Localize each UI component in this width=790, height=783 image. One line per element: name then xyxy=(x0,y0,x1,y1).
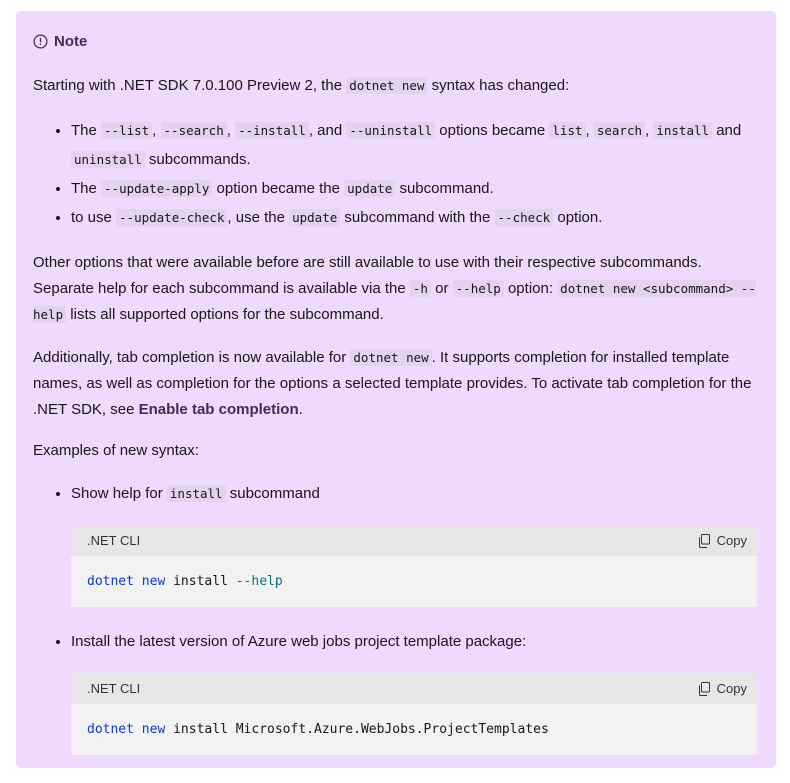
text: Show help for xyxy=(71,485,167,502)
text: The xyxy=(71,122,102,139)
code-keyword: dotnet xyxy=(87,722,134,737)
inline-code: list xyxy=(549,122,585,139)
text: . It supports completion for installed template names, as well as completion for the options a selected template provides. To activate tab completion for the .NET SDK, see xyxy=(33,349,752,418)
inline-code: --update-check xyxy=(116,209,227,226)
list-item xyxy=(71,479,759,607)
text: subcommand xyxy=(225,485,320,502)
code-option: --help xyxy=(235,574,283,589)
inline-code: search xyxy=(594,122,645,139)
inline-code: --update-apply xyxy=(101,180,212,197)
text: , xyxy=(226,122,236,139)
copy-icon xyxy=(698,682,711,696)
code-keyword: new xyxy=(141,722,166,737)
info-icon xyxy=(33,34,48,49)
code-block-header xyxy=(71,525,757,556)
enable-tab-completion-link[interactable]: Enable tab completion xyxy=(138,401,299,418)
code-block xyxy=(71,525,757,607)
text: options became xyxy=(435,122,550,139)
inline-code: install xyxy=(167,485,226,502)
text: , use the xyxy=(227,209,290,226)
note-callout xyxy=(16,11,776,768)
text: . xyxy=(298,401,303,418)
inline-code: dotnet new xyxy=(346,77,427,94)
text: option. xyxy=(553,209,603,226)
list-item xyxy=(71,627,759,755)
inline-code: --uninstall xyxy=(346,122,435,139)
text: or xyxy=(430,280,453,297)
inline-code: uninstall xyxy=(71,151,145,168)
text: subcommands. xyxy=(144,151,251,168)
list-item xyxy=(71,116,759,174)
copy-icon xyxy=(698,534,711,548)
inline-code: --install xyxy=(235,122,309,139)
inline-code: --search xyxy=(161,122,227,139)
inline-code: --list xyxy=(101,122,152,139)
inline-code: install xyxy=(653,122,712,139)
inline-code: -h xyxy=(410,280,431,297)
copy-label: Copy xyxy=(716,533,747,548)
inline-code: update xyxy=(344,180,395,197)
text: subcommand. xyxy=(395,180,494,197)
text: Other options that were available before are still available to use with their respective subcommands. Separate help for each subcommand is available via the xyxy=(33,254,702,297)
note-title xyxy=(33,31,759,51)
text: subcommand with the xyxy=(340,209,495,226)
options-paragraph xyxy=(33,250,759,328)
text: , xyxy=(152,122,161,139)
inline-code: dotnet new xyxy=(350,349,431,366)
intro-paragraph xyxy=(33,73,759,99)
code-language: .NET CLI xyxy=(87,681,141,696)
inline-code: dotnet new <subcommand> --help xyxy=(33,281,756,322)
text: option: xyxy=(503,280,558,297)
text: , xyxy=(585,122,594,139)
code-text: install Microsoft.Azure.WebJobs.ProjectTemplates xyxy=(165,722,549,737)
text: Additionally, tab completion is now available for xyxy=(33,349,351,366)
code-content xyxy=(71,556,757,607)
text: lists all supported options for the subcommand. xyxy=(66,306,384,323)
text: , and xyxy=(308,122,347,139)
code-block-header xyxy=(71,673,757,704)
copy-button[interactable] xyxy=(698,674,747,703)
code-content xyxy=(71,704,757,755)
text: to use xyxy=(71,209,117,226)
inline-code: --check xyxy=(495,209,554,226)
examples-list xyxy=(33,479,759,755)
text: syntax has changed: xyxy=(427,77,570,94)
tab-completion-paragraph xyxy=(33,345,759,423)
copy-label: Copy xyxy=(716,681,747,696)
code-keyword: new xyxy=(141,574,166,589)
list-item xyxy=(71,174,759,203)
inline-code: --help xyxy=(453,280,504,297)
code-block xyxy=(71,673,757,755)
changes-list xyxy=(33,116,759,232)
code-keyword: dotnet xyxy=(87,574,134,589)
code-language: .NET CLI xyxy=(87,533,141,548)
code-text: install xyxy=(165,574,236,589)
text: , xyxy=(645,122,654,139)
text: option became the xyxy=(212,180,345,197)
inline-code: update xyxy=(289,209,340,226)
copy-button[interactable] xyxy=(698,526,747,555)
text: and xyxy=(712,122,742,139)
text: Starting with .NET SDK 7.0.100 Preview 2, the xyxy=(33,77,347,94)
list-item xyxy=(71,203,759,232)
note-title-text: Note xyxy=(54,32,88,50)
text: The xyxy=(71,180,102,197)
text: Install the latest version of Azure web jobs project template package: xyxy=(71,633,527,650)
examples-heading: Examples of new syntax: xyxy=(33,442,199,459)
